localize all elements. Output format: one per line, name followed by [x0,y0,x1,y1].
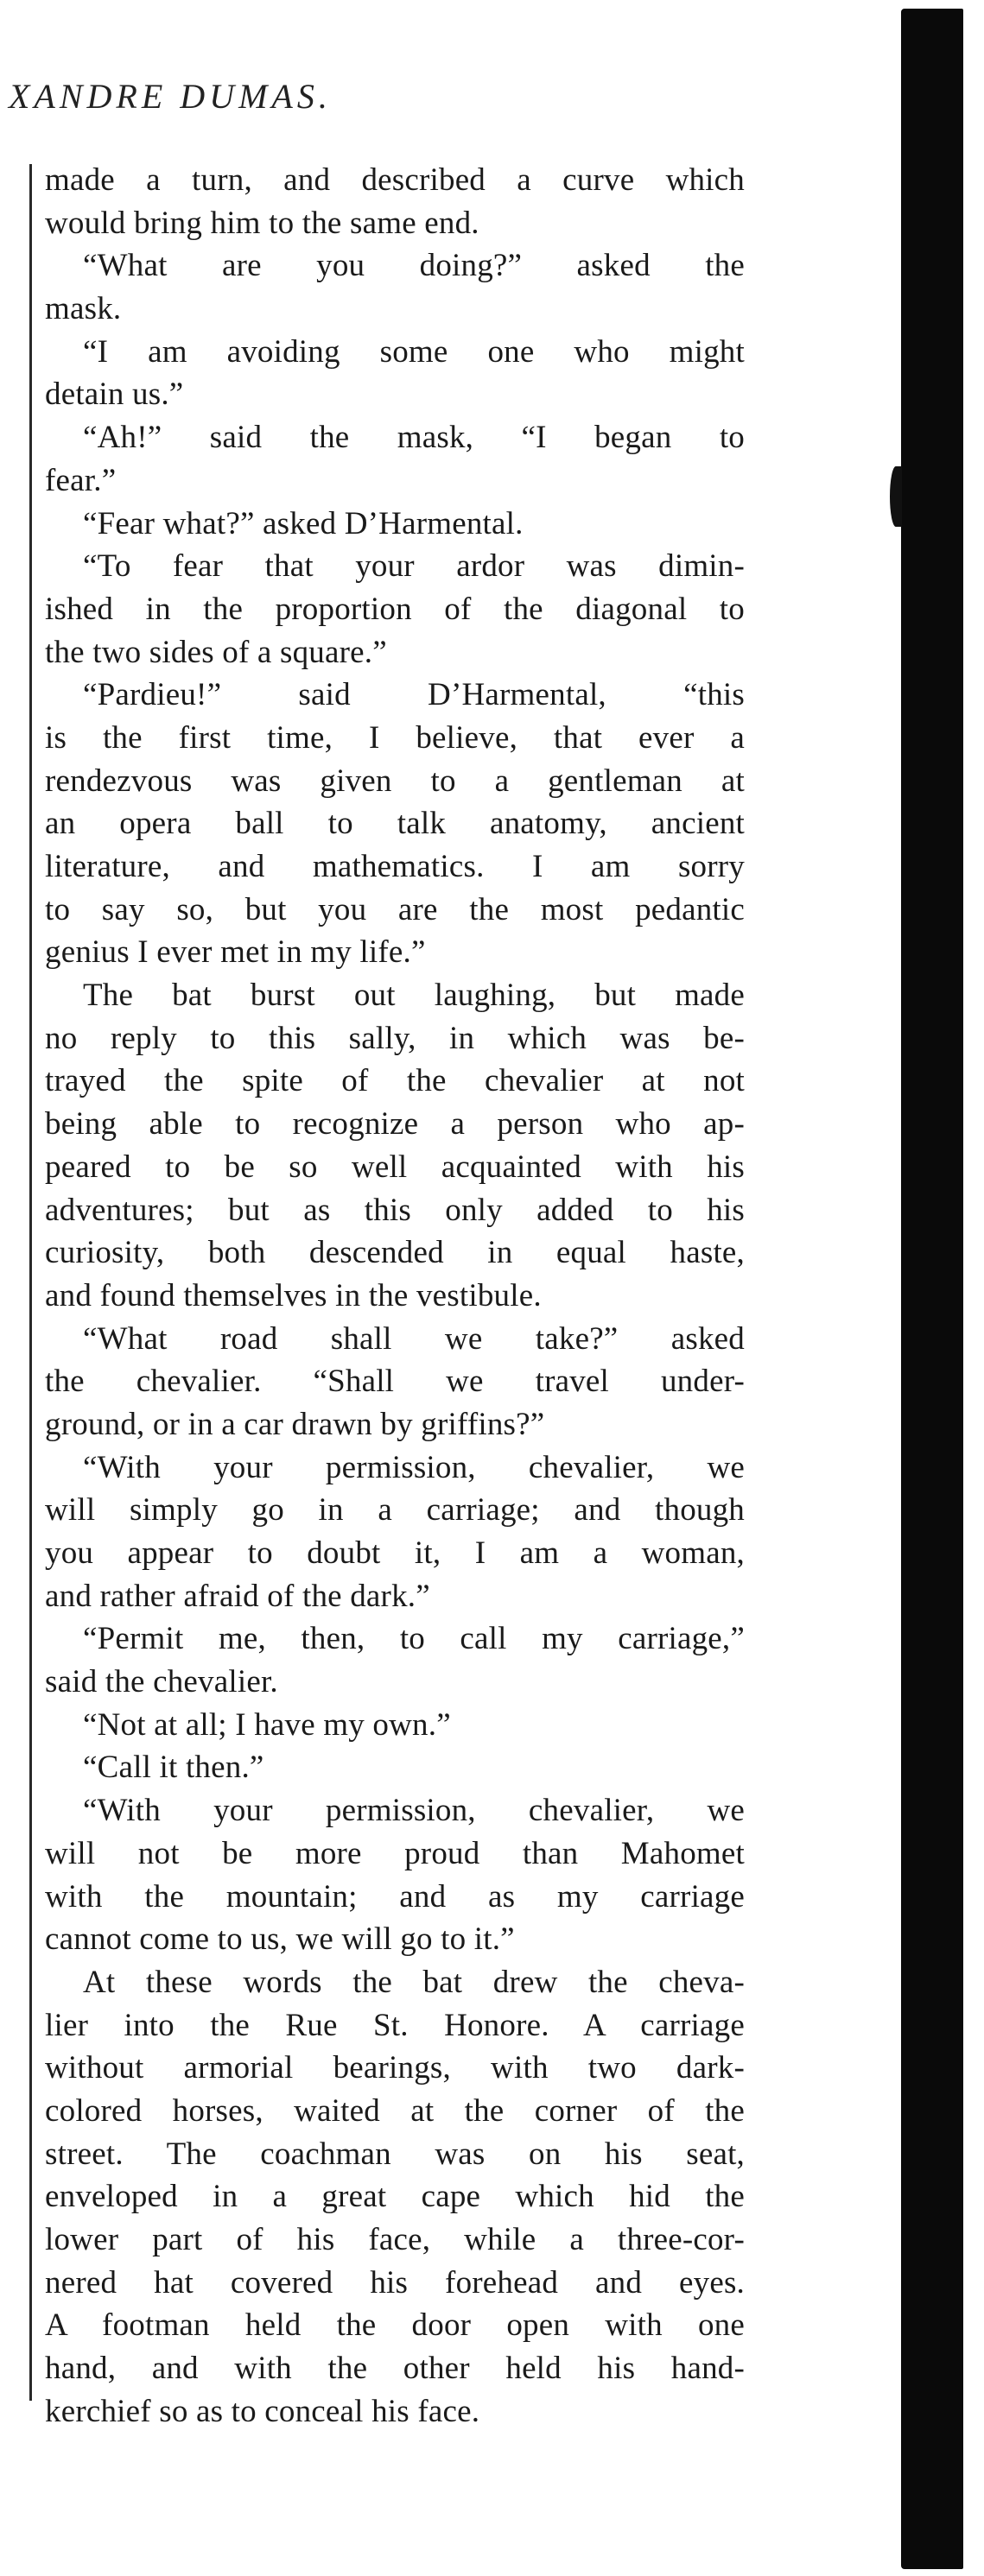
running-head: XANDRE DUMAS. [9,77,332,116]
text-line: and rather afraid of the dark.” [45,1578,430,1614]
text-line: A footman held the door open with one [45,2307,745,2344]
text-line: “To fear that your ardor was dimin- [83,548,745,585]
text-line: lower part of his face, while a three-cor- [45,2222,745,2257]
text-line: to say so, but you are the most pedantic [45,891,745,927]
text-line: genius I ever met in my life.” [45,934,426,971]
text-column [45,159,745,2433]
text-line: no reply to this sally, in which was be- [45,1020,745,1056]
text-line: rendezvous was given to a gentleman at [45,763,745,799]
text-line: literature, and mathematics. I am sorry [45,849,745,884]
text-line: the two sides of a square.” [45,634,387,670]
text-line: would bring him to the same end. [45,205,479,241]
text-line: “With your permission, chevalier, we [83,1793,745,1829]
text-line: “Pardieu!” said D’Harmental, “this [83,677,745,713]
text-line: “Ah!” said the mask, “I began to [83,420,745,456]
text-line: the chevalier. “Shall we travel under- [45,1364,745,1400]
text-line: “Call it then.” [83,1750,264,1786]
text-line: street. The coachman was on his seat, [45,2136,745,2172]
text-line: hand, and with the other held his hand- [45,2351,745,2387]
text-line: “What road shall we take?” asked [83,1320,745,1357]
text-line: said the chevalier. [45,1664,278,1700]
page-edge-notch [890,466,902,527]
text-line: detain us.” [45,377,184,413]
text-line: cannot come to us, we will go to it.” [45,1921,515,1958]
text-line: peared to be so well acquainted with his [45,1149,745,1185]
text-line: made a turn, and described a curve which [45,162,745,198]
text-line: being able to recognize a person who ap- [45,1106,745,1142]
text-line: fear.” [45,462,117,498]
text-line: “Not at all; I have my own.” [83,1706,451,1743]
text-line: lier into the Rue St. Honore. A carriage [45,2007,745,2043]
text-line: adventures; but as this only added to his [45,1192,745,1228]
text-line: ished in the proportion of the diagonal to [45,591,745,627]
text-line: ground, or in a car drawn by griffins?” [45,1406,545,1442]
text-line: colored horses, waited at the corner of the [45,2092,745,2129]
text-line: with the mountain; and as my carriage [45,1878,745,1915]
text-line: At these words the bat drew the cheva- [83,1964,745,2000]
text-line: “I am avoiding some one who might [83,333,745,370]
text-line: will simply go in a carriage; and though [45,1492,745,1529]
text-line: without armorial bearings, with two dark- [45,2050,745,2086]
text-line: will not be more proud than Mahomet [45,1835,745,1871]
text-line: you appear to doubt it, I am a woman, [45,1535,745,1571]
text-line: “Permit me, then, to call my carriage,” [83,1621,745,1657]
text-line: an opera ball to talk anatomy, ancient [45,806,745,842]
text-line: and found themselves in the vestibule. [45,1277,542,1313]
text-line: “What are you doing?” asked the [83,248,745,284]
text-line: mask. [45,291,122,327]
text-line: The bat burst out laughing, but made [83,978,745,1014]
text-line: kerchief so as to conceal his face. [45,2393,480,2429]
text-line: curiosity, both descended in equal haste, [45,1235,745,1271]
text-line: nered hat covered his forehead and eyes. [45,2264,745,2301]
text-line: trayed the spite of the chevalier at not [45,1063,745,1099]
text-line: is the first time, I believe, that ever a [45,719,745,756]
page-edge-shadow [901,9,963,2569]
text-line: “With your permission, chevalier, we [83,1449,745,1485]
text-line: “Fear what?” asked D’Harmental. [83,505,524,541]
column-rule [29,164,32,2401]
text-line: enveloped in a great cape which hid the [45,2179,745,2215]
